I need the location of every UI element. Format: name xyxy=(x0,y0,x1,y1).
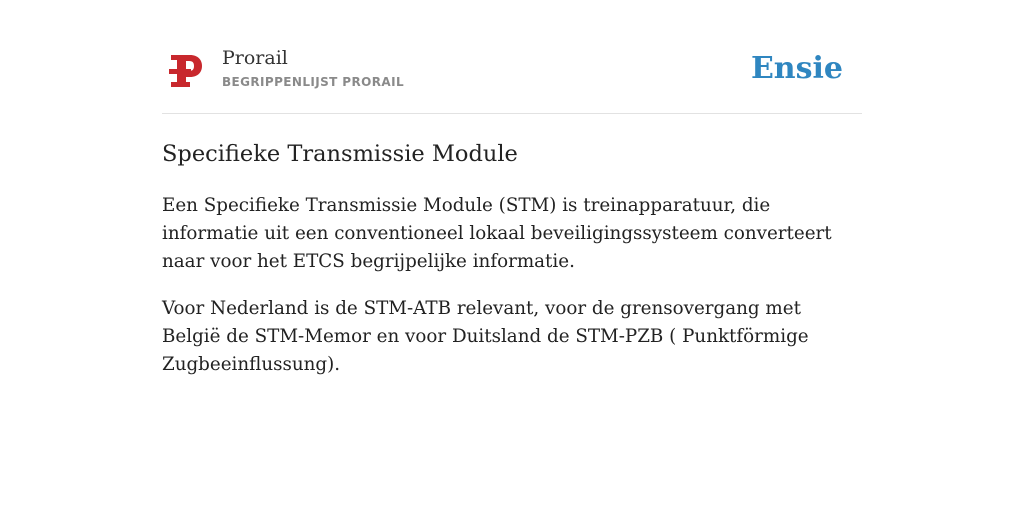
content-container xyxy=(162,0,862,379)
organization-subtitle: BEGRIPPENLIJST PRORAIL xyxy=(222,75,404,89)
organization-name[interactable]: Prorail xyxy=(222,47,288,69)
term-title: Specifieke Transmissie Module xyxy=(162,141,518,167)
definition-paragraph: Een Specifieke Transmissie Module (STM) is treinapparatuur, die informatie uit een conventioneel lokaal beveiligingssysteem converteert naar voor het ETCS begrijpelijke informatie. xyxy=(162,195,832,272)
definition-paragraph: Voor Nederland is de STM-ATB relevant, voor de grensovergang met België de STM-Memor en voor Duitsland de STM-PZB ( Punktförmige Zugbeeinflussung). xyxy=(162,298,809,375)
ensie-brand-link[interactable]: Ensie xyxy=(750,51,843,86)
prorail-p-logo-icon[interactable] xyxy=(168,52,204,90)
header xyxy=(162,0,862,114)
